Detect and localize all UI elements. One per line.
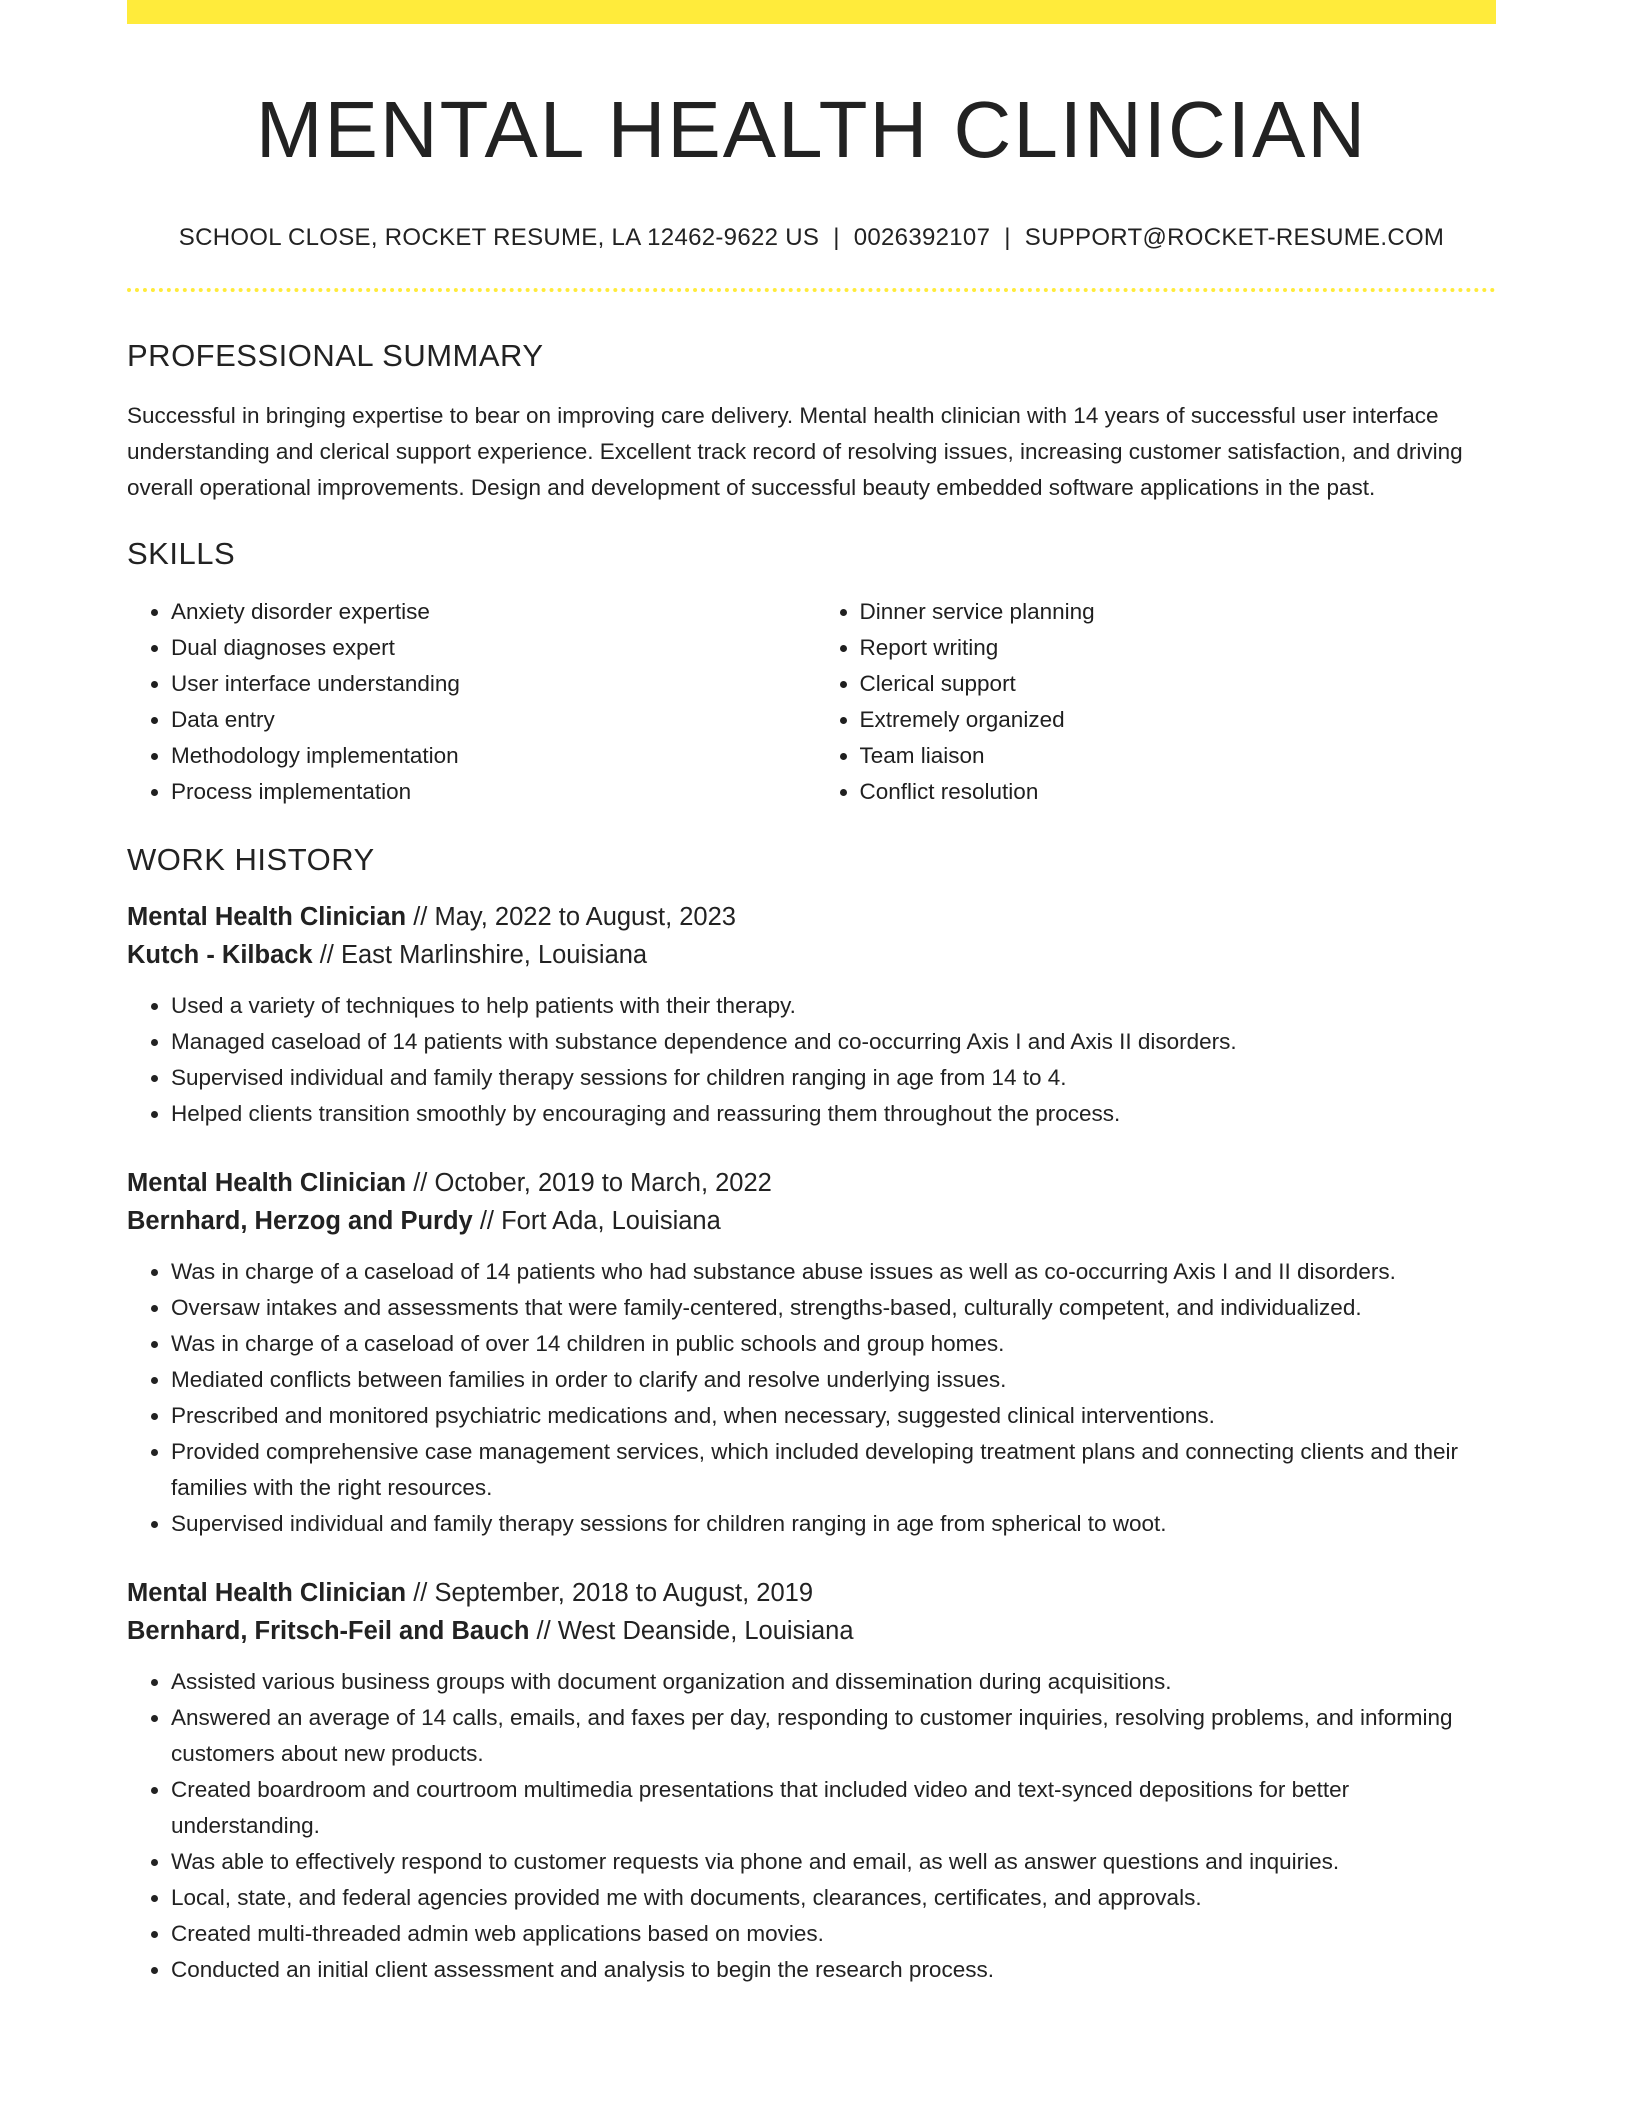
- job-role-line: [127, 898, 1496, 936]
- contact-separator: |: [1004, 224, 1011, 251]
- job-location: // West Deanside, Louisiana: [529, 1617, 854, 1645]
- job-role-line: [127, 1574, 1496, 1612]
- skill-item: • Dual diagnoses expert: [171, 630, 812, 666]
- job-bullet: • Mediated conflicts between families in order to clarify and resolve underlying issues.: [171, 1362, 1496, 1398]
- summary-text: Successful in bringing expertise to bear on improving care delivery. Mental health clinician with 14 years of successful user interface understanding and clerical support experience. Excellent track record of resolving issues, increasing customer satisfaction, and driving overall operational improvements. Design and development of successful beauty embedded software applications in the past.: [127, 403, 1463, 500]
- contact-address: SCHOOL CLOSE, ROCKET RESUME, LA 12462-9622 US: [178, 224, 820, 251]
- job-role: Mental Health Clinician: [127, 1579, 407, 1607]
- contact-email: SUPPORT@ROCKET-RESUME.COM: [1024, 224, 1445, 251]
- job-company: Kutch - Kilback: [127, 941, 313, 969]
- job-bullet-list: [127, 1664, 1496, 1988]
- job-role-line: [127, 1164, 1496, 1202]
- job-dates: // October, 2019 to March, 2022: [406, 1169, 772, 1197]
- skill-item: • Team liaison: [860, 738, 1497, 774]
- skills-columns: [127, 594, 1496, 810]
- skill-item: • Process implementation: [171, 774, 812, 810]
- job-location: // East Marlinshire, Louisiana: [312, 941, 648, 969]
- contact-line: [127, 224, 1496, 252]
- accent-top-bar: [127, 0, 1496, 24]
- section-title-skills: SKILLS: [127, 536, 236, 571]
- job-role: Mental Health Clinician: [127, 903, 407, 931]
- job-bullet: • Oversaw intakes and assessments that were family-centered, strengths-based, culturally competent, and individualized.: [171, 1290, 1496, 1326]
- job-company: Bernhard, Herzog and Purdy: [127, 1207, 473, 1235]
- job-company: Bernhard, Fritsch-Feil and Bauch: [127, 1617, 530, 1645]
- job-bullet: • Answered an average of 14 calls, emails, and faxes per day, responding to customer inquiries, resolving problems, and informing customers about new products.: [171, 1700, 1496, 1772]
- skill-item: • Anxiety disorder expertise: [171, 594, 812, 630]
- job-entry: [127, 1574, 1496, 1988]
- job-bullet: • Supervised individual and family therapy sessions for children ranging in age from spherical to woot.: [171, 1506, 1496, 1542]
- skill-item: • Methodology implementation: [171, 738, 812, 774]
- job-bullet: • Created boardroom and courtroom multimedia presentations that included video and text-synced depositions for better understanding.: [171, 1772, 1496, 1844]
- job-company-line: [127, 1202, 1496, 1240]
- job-dates: // September, 2018 to August, 2019: [406, 1579, 814, 1607]
- job-bullet: • Prescribed and monitored psychiatric medications and, when necessary, suggested clinical interventions.: [171, 1398, 1496, 1434]
- section-title-summary: PROFESSIONAL SUMMARY: [127, 338, 544, 373]
- skill-item: • Dinner service planning: [860, 594, 1497, 630]
- job-bullet: • Was in charge of a caseload of 14 patients who had substance abuse issues as well as co-occurring Axis I and II disorders.: [171, 1254, 1496, 1290]
- job-bullet: • Used a variety of techniques to help patients with their therapy.: [171, 988, 1496, 1024]
- skills-list-left: [127, 594, 812, 810]
- job-bullet: • Conducted an initial client assessment and analysis to begin the research process.: [171, 1952, 1496, 1988]
- skill-item: • Extremely organized: [860, 702, 1497, 738]
- job-bullet: • Supervised individual and family therapy sessions for children ranging in age from 14 to 4.: [171, 1060, 1496, 1096]
- skill-item: • Conflict resolution: [860, 774, 1497, 810]
- job-bullet: • Assisted various business groups with document organization and dissemination during acquisitions.: [171, 1664, 1496, 1700]
- job-entry: [127, 1164, 1496, 1542]
- job-location: // Fort Ada, Louisiana: [472, 1207, 721, 1235]
- skill-item: • Clerical support: [860, 666, 1497, 702]
- job-entry: [127, 898, 1496, 1132]
- job-bullet: • Created multi-threaded admin web applications based on movies.: [171, 1916, 1496, 1952]
- job-company-line: [127, 936, 1496, 974]
- section-title-work-history: WORK HISTORY: [127, 842, 375, 877]
- dotted-divider: [127, 288, 1496, 292]
- skill-item: • Report writing: [860, 630, 1497, 666]
- skill-item: • Data entry: [171, 702, 812, 738]
- job-bullet: • Was in charge of a caseload of over 14 children in public schools and group homes.: [171, 1326, 1496, 1362]
- job-bullet: • Provided comprehensive case management services, which included developing treatment plans and connecting clients and their families with the right resources.: [171, 1434, 1496, 1506]
- job-bullet-list: [127, 988, 1496, 1132]
- job-bullet-list: [127, 1254, 1496, 1542]
- job-dates: // May, 2022 to August, 2023: [406, 903, 736, 931]
- job-bullet: • Managed caseload of 14 patients with substance dependence and co-occurring Axis I and Axis II disorders.: [171, 1024, 1496, 1060]
- skill-item: • User interface understanding: [171, 666, 812, 702]
- resume-title: MENTAL HEALTH CLINICIAN: [255, 85, 1368, 174]
- job-company-line: [127, 1612, 1496, 1650]
- job-bullet: • Local, state, and federal agencies provided me with documents, clearances, certificates, and approvals.: [171, 1880, 1496, 1916]
- job-role: Mental Health Clinician: [127, 1169, 407, 1197]
- contact-separator: |: [833, 224, 840, 251]
- job-bullet: • Helped clients transition smoothly by encouraging and reassuring them throughout the process.: [171, 1096, 1496, 1132]
- skills-list-right: [812, 594, 1497, 810]
- job-bullet: • Was able to effectively respond to customer requests via phone and email, as well as answer questions and inquiries.: [171, 1844, 1496, 1880]
- resume-content: [127, 0, 1496, 1988]
- contact-phone: 0026392107: [853, 224, 991, 251]
